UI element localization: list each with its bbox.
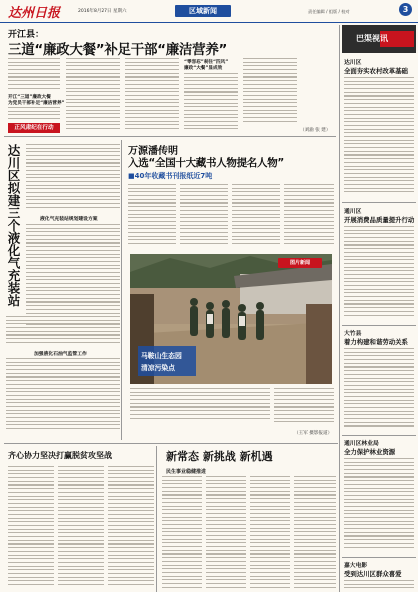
dachuan-text-d [6, 358, 120, 434]
right-col-divider [339, 25, 340, 592]
photo-caption-box [138, 346, 196, 376]
page-number: 3 [399, 3, 412, 16]
box-label-text: 正风肃纪在行动 [14, 125, 54, 131]
rc-item4-title: 通川区林业局 [344, 441, 379, 447]
wanyuan-headline1: 万源潘传明 [128, 146, 178, 157]
kaijiang-sub1: 开江“三道”廉政大餐 [8, 95, 51, 100]
masthead-logo: 达州日报 [8, 6, 61, 21]
article-dachuan [4, 140, 120, 440]
rc-divider-1 [342, 202, 416, 203]
photo-description [274, 388, 334, 428]
poverty-headline: 齐心协力坚决打赢脱贫攻坚战 [8, 451, 112, 460]
poverty-col3 [108, 466, 154, 590]
shixun-banner [342, 25, 416, 53]
photo-tag [278, 258, 322, 268]
photo-tag-text: 图片新闻 [289, 260, 310, 266]
masthead-date: 2016年8月27日 星期六 [78, 9, 127, 14]
rc-item3-headline: 着力构建和谐劳动关系 [344, 338, 408, 346]
photo-caption-line1: 马鞍山生态园 [141, 352, 182, 360]
newnormal-col2 [206, 476, 246, 590]
rc-item2-text [344, 226, 414, 322]
kaijiang-sub3: “零容忍”刹住“四风” [184, 60, 229, 65]
wanyuan-col1 [128, 184, 176, 246]
rc-item5-title: 嘉大电影 [344, 563, 368, 569]
dachuan-text-c [6, 316, 120, 346]
article-wanyuan [124, 140, 338, 440]
rc-item1-text [344, 77, 414, 197]
newnormal-col3 [250, 476, 290, 590]
rc-item3-text [344, 348, 414, 432]
wanyuan-headline2: 入选“全国十大藏书人物提名人物” [128, 157, 285, 169]
wanyuan-col2 [180, 184, 228, 246]
poverty-col2 [58, 466, 104, 590]
kaijiang-sub4: 廉政“大餐”显成效 [184, 66, 223, 71]
kaijiang-box-label [8, 123, 60, 133]
photo-credit: （王军 摄影报道） [294, 431, 333, 436]
kaijiang-col1-text-b [8, 107, 60, 121]
photo-caption-line2: 清凉污染点 [141, 364, 175, 372]
newnormal-headline: 新常态 新挑战 新机遇 [166, 450, 273, 463]
article-poverty [4, 446, 154, 592]
dachuan-sub1: 液化气充装站规划建设方案 [40, 217, 98, 222]
rc-item1-headline: 全面夯实农村改革基础 [344, 67, 408, 75]
rc-divider-4 [342, 557, 416, 558]
article-newnormal [158, 446, 338, 592]
rc-divider-3 [342, 435, 416, 436]
kaijiang-col3-text [125, 58, 179, 134]
dachuan-sub2: 加强液化石油气监管工作 [34, 352, 87, 357]
rc-item5-headline: 受到达川区群众喜爱 [344, 570, 402, 578]
kaijiang-headline: 三道“廉政大餐”补足干部“廉洁营养” [8, 42, 228, 58]
rc-divider-2 [342, 325, 416, 326]
rc-item4-headline: 全力保护林业资源 [344, 448, 396, 456]
divider-bottom-v [156, 446, 157, 592]
masthead [0, 0, 418, 22]
divider-1 [4, 136, 336, 137]
rc-item4-text [344, 458, 414, 554]
kaijiang-sub2: 为党员干部补足“廉洁营养” [8, 101, 65, 106]
poverty-col1 [8, 466, 54, 590]
rc-item2-headline: 开展消费品质量提升行动 [344, 216, 415, 224]
wanyuan-col5 [130, 388, 270, 424]
masthead-right-info: 责任编辑 / 组版 / 校对 [308, 9, 350, 14]
right-column [342, 25, 416, 592]
newnormal-col4 [294, 476, 336, 590]
kaijiang-col1-text [8, 58, 60, 92]
dachuan-text-a [26, 144, 120, 212]
section-tab [175, 5, 231, 17]
rc-item1-title: 达川区 [344, 60, 362, 66]
divider-bottom [4, 443, 338, 444]
kaijiang-col5-text [243, 58, 297, 126]
section-label: 区域新闻 [189, 7, 217, 15]
rc-item3-title: 大竹县 [344, 331, 362, 337]
news-photo [130, 254, 332, 384]
masthead-rule [0, 22, 418, 23]
wanyuan-sub: ■40年收藏书刊报纸近7吨 [128, 172, 213, 180]
wanyuan-col4 [284, 184, 334, 246]
rc-item5-text [344, 580, 414, 592]
kaijiang-col4-text [184, 73, 238, 134]
wanyuan-col3 [232, 184, 280, 246]
banner-text: 巴渠视讯 [356, 34, 388, 43]
newnormal-col1 [162, 476, 202, 590]
newnormal-sub: 民生事业稳健推进 [166, 469, 207, 475]
kaijiang-kicker: 开江县： [8, 30, 45, 40]
divider-2 [121, 140, 122, 440]
article-kaijiang [4, 25, 336, 135]
kaijiang-col2-text [66, 58, 120, 134]
dachuan-headline: 达川区拟建三个液化气充装站 [6, 144, 21, 307]
rc-item2-title: 通川区 [344, 209, 362, 215]
kaijiang-byline: （刘渝 张 建） [300, 128, 331, 133]
